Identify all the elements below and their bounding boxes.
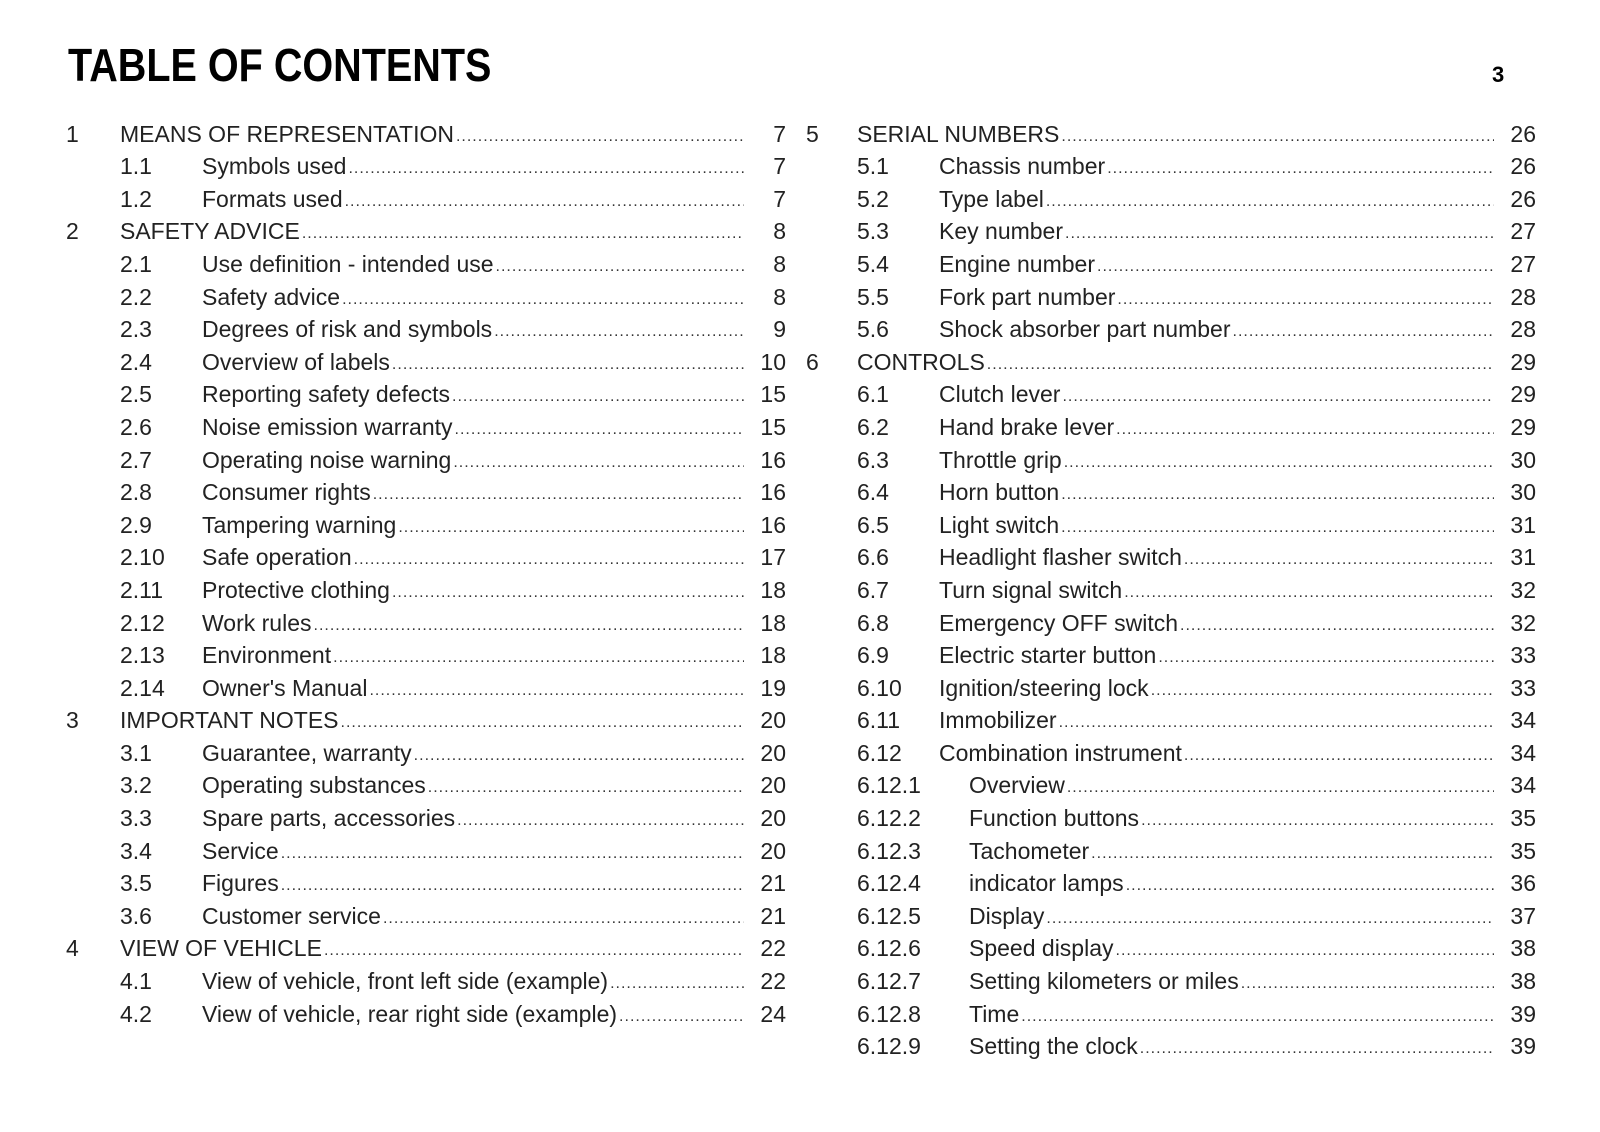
toc-entry-number: 6.7 [857, 576, 889, 603]
toc-entry-number: 2.13 [120, 642, 165, 669]
toc-entry-number: 4.2 [120, 1000, 152, 1027]
toc-entry[interactable] [66, 541, 786, 574]
toc-entry-page: 19 [760, 674, 786, 701]
toc-entry[interactable] [806, 932, 1536, 965]
toc-dot-leader [1065, 221, 1494, 247]
toc-entry[interactable] [66, 704, 786, 737]
toc-entry-page: 28 [1510, 283, 1536, 310]
toc-entry-number: 3.3 [120, 805, 152, 832]
toc-entry-title: View of vehicle, front left side (example) [202, 968, 609, 995]
toc-entry-title: indicator lamps [969, 870, 1124, 897]
toc-dot-leader [414, 743, 744, 769]
toc-dot-leader [1061, 482, 1494, 508]
toc-entry-title: Display [969, 902, 1045, 929]
toc-dot-leader [373, 482, 744, 508]
toc-entry[interactable] [66, 182, 786, 215]
toc-entry-title: Noise emission warranty [202, 413, 453, 440]
toc-entry-title: Formats used [202, 185, 343, 212]
toc-entry[interactable] [806, 997, 1536, 1030]
toc-entry-title: Spare parts, accessories [202, 805, 456, 832]
toc-entry-page: 20 [760, 707, 786, 734]
toc-entry-title: Service [202, 837, 279, 864]
toc-entry-title: View of vehicle, rear right side (example) [202, 1000, 618, 1027]
toc-entry-number: 3.4 [120, 837, 152, 864]
toc-dot-leader [1021, 1004, 1494, 1030]
toc-entry-title: Emergency OFF switch [939, 609, 1178, 636]
toc-entry[interactable] [66, 997, 786, 1030]
toc-entry-title: Symbols used [202, 153, 347, 180]
toc-entry-page: 8 [773, 250, 786, 277]
toc-entry[interactable] [66, 476, 786, 509]
toc-entry-number: 6.12.4 [857, 870, 921, 897]
toc-entry[interactable] [806, 313, 1536, 346]
toc-entry-number: 2.7 [120, 446, 152, 473]
toc-entry-number: 5 [806, 120, 819, 147]
toc-entry-page: 30 [1510, 446, 1536, 473]
toc-dot-leader [455, 417, 744, 443]
toc-entry[interactable] [806, 443, 1536, 476]
toc-entry-number: 6.12.5 [857, 902, 921, 929]
toc-entry-number: 1.1 [120, 153, 152, 180]
toc-entry-page: 16 [760, 511, 786, 538]
toc-entry-page: 16 [760, 446, 786, 473]
toc-entry[interactable] [806, 704, 1536, 737]
toc-entry-page: 20 [760, 739, 786, 766]
toc-entry[interactable] [806, 899, 1536, 932]
toc-entry-page: 29 [1510, 413, 1536, 440]
toc-entry-page: 34 [1510, 739, 1536, 766]
toc-entry[interactable] [806, 247, 1536, 280]
toc-entry-title: Safety advice [202, 283, 341, 310]
toc-entry-number: 6.4 [857, 479, 889, 506]
toc-entry-title: CONTROLS [857, 348, 985, 375]
toc-entry-title: Chassis number [939, 153, 1106, 180]
toc-entry-title: Figures [202, 870, 279, 897]
toc-entry-title: Engine number [939, 250, 1095, 277]
toc-entry[interactable] [66, 801, 786, 834]
toc-entry-number: 3 [66, 707, 79, 734]
toc-dot-leader [333, 645, 744, 671]
toc-entry-number: 6.8 [857, 609, 889, 636]
toc-entry[interactable] [66, 736, 786, 769]
toc-dot-leader [494, 319, 744, 345]
toc-entry[interactable] [66, 606, 786, 639]
toc-entry-title: Combination instrument [939, 739, 1182, 766]
toc-entry-title: Degrees of risk and symbols [202, 316, 493, 343]
toc-entry-title: Time [969, 1000, 1020, 1027]
toc-entry[interactable] [806, 508, 1536, 541]
toc-entry[interactable] [66, 899, 786, 932]
toc-entry-number: 6.1 [857, 381, 889, 408]
toc-entry[interactable] [66, 410, 786, 443]
toc-entry-number: 2.8 [120, 479, 152, 506]
toc-dot-leader [1126, 873, 1494, 899]
toc-entry-page: 26 [1510, 120, 1536, 147]
toc-entry-number: 5.6 [857, 316, 889, 343]
toc-entry-title: Operating noise warning [202, 446, 452, 473]
toc-entry[interactable] [806, 867, 1536, 900]
toc-dot-leader [1158, 645, 1494, 671]
toc-entry-number: 6.12.8 [857, 1000, 921, 1027]
toc-entry-page: 27 [1510, 218, 1536, 245]
toc-dot-leader [1233, 319, 1495, 345]
toc-dot-leader [1141, 808, 1494, 834]
toc-entry-title: Horn button [939, 479, 1060, 506]
toc-entry[interactable] [806, 182, 1536, 215]
toc-entry-title: Reporting safety defects [202, 381, 451, 408]
toc-dot-leader [1140, 1036, 1494, 1062]
toc-dot-leader [1116, 938, 1495, 964]
toc-entry-title: Shock absorber part number [939, 316, 1231, 343]
toc-entry-number: 3.1 [120, 739, 152, 766]
toc-entry-number: 6.12.9 [857, 1033, 921, 1060]
toc-entry-title: Type label [939, 185, 1044, 212]
toc-entry-number: 5.2 [857, 185, 889, 212]
toc-dot-leader [314, 613, 745, 639]
toc-entry[interactable] [66, 215, 786, 248]
toc-entry[interactable] [806, 150, 1536, 183]
toc-entry-number: 2.10 [120, 544, 165, 571]
toc-entry-page: 26 [1510, 185, 1536, 212]
toc-dot-leader [1107, 156, 1494, 182]
toc-entry-title: Setting the clock [969, 1033, 1138, 1060]
toc-entry-page: 22 [760, 968, 786, 995]
toc-entry[interactable] [806, 671, 1536, 704]
toc-dot-leader [345, 189, 744, 215]
toc-entry-page: 18 [760, 609, 786, 636]
toc-entry-title: Immobilizer [939, 707, 1057, 734]
toc-dot-leader [398, 515, 744, 541]
toc-entry[interactable] [806, 378, 1536, 411]
toc-entry[interactable] [806, 541, 1536, 574]
toc-dot-leader [302, 221, 744, 247]
toc-entry-page: 37 [1510, 902, 1536, 929]
toc-entry-page: 9 [773, 316, 786, 343]
toc-entry-page: 31 [1510, 511, 1536, 538]
toc-dot-leader [1061, 515, 1494, 541]
toc-entry-page: 39 [1510, 1000, 1536, 1027]
toc-entry-title: Light switch [939, 511, 1060, 538]
toc-entry-number: 5.4 [857, 250, 889, 277]
toc-entry[interactable] [806, 834, 1536, 867]
toc-entry[interactable] [66, 964, 786, 997]
toc-entry-title: Fork part number [939, 283, 1116, 310]
toc-entry-title: Key number [939, 218, 1064, 245]
toc-entry-title: Tachometer [969, 837, 1090, 864]
toc-entry-title: Setting kilometers or miles [969, 968, 1239, 995]
toc-entry-page: 36 [1510, 870, 1536, 897]
toc-entry-title: Work rules [202, 609, 312, 636]
toc-entry-number: 6.12.6 [857, 935, 921, 962]
toc-dot-leader [348, 156, 744, 182]
toc-entry-title: IMPORTANT NOTES [120, 707, 339, 734]
toc-dot-leader [1117, 287, 1494, 313]
toc-entry-number: 2.9 [120, 511, 152, 538]
toc-dot-leader [987, 352, 1494, 378]
toc-dot-leader [1091, 841, 1494, 867]
toc-entry-page: 22 [760, 935, 786, 962]
toc-entry-page: 16 [760, 479, 786, 506]
toc-entry-number: 2.1 [120, 250, 152, 277]
toc-entry-number: 6.12.2 [857, 805, 921, 832]
toc-dot-leader [1097, 254, 1494, 280]
toc-dot-leader [1180, 613, 1494, 639]
toc-left-column [66, 117, 786, 1030]
toc-entry-title: Owner's Manual [202, 674, 368, 701]
toc-entry[interactable] [806, 280, 1536, 313]
toc-dot-leader [452, 384, 744, 410]
toc-entry-title: Turn signal switch [939, 576, 1123, 603]
toc-entry-page: 7 [773, 120, 786, 147]
toc-entry-title: Overview of labels [202, 348, 390, 375]
toc-entry-title: MEANS OF REPRESENTATION [120, 120, 454, 147]
toc-entry-page: 38 [1510, 968, 1536, 995]
toc-entry-number: 6.11 [857, 707, 901, 734]
toc-entry-page: 33 [1510, 674, 1536, 701]
toc-entry-title: Consumer rights [202, 479, 371, 506]
toc-entry-number: 6.12 [857, 739, 902, 766]
toc-entry-number: 2.4 [120, 348, 152, 375]
toc-entry-page: 20 [760, 805, 786, 832]
toc-entry-title: Headlight flasher switch [939, 544, 1182, 571]
toc-entry-page: 24 [760, 1000, 786, 1027]
toc-entry[interactable] [66, 508, 786, 541]
toc-dot-leader [1241, 971, 1494, 997]
toc-dot-leader [1061, 124, 1494, 150]
toc-entry-page: 18 [760, 576, 786, 603]
toc-entry[interactable] [806, 769, 1536, 802]
toc-entry-title: Protective clothing [202, 576, 390, 603]
toc-entry-number: 2.2 [120, 283, 152, 310]
toc-entry-number: 6.6 [857, 544, 889, 571]
toc-entry-title: Use definition - intended use [202, 250, 494, 277]
toc-dot-leader [453, 450, 744, 476]
toc-entry-page: 35 [1510, 837, 1536, 864]
toc-dot-leader [1151, 678, 1494, 704]
toc-entry-title: SERIAL NUMBERS [857, 120, 1060, 147]
toc-entry-title: VIEW OF VEHICLE [120, 935, 322, 962]
toc-entry[interactable] [806, 736, 1536, 769]
toc-entry-title: Speed display [969, 935, 1114, 962]
toc-entry-title: SAFETY ADVICE [120, 218, 300, 245]
toc-entry-page: 20 [760, 837, 786, 864]
toc-entry-number: 2.6 [120, 413, 152, 440]
toc-entry-title: Clutch lever [939, 381, 1061, 408]
toc-entry-title: Ignition/steering lock [939, 674, 1149, 701]
toc-dot-leader [281, 873, 744, 899]
toc-entry[interactable] [66, 932, 786, 965]
toc-entry[interactable] [806, 573, 1536, 606]
toc-entry[interactable] [66, 671, 786, 704]
toc-entry-number: 6.12.7 [857, 968, 921, 995]
toc-entry[interactable] [806, 117, 1536, 150]
toc-entry-title: Electric starter button [939, 642, 1157, 669]
toc-entry-page: 35 [1510, 805, 1536, 832]
toc-entry[interactable] [806, 964, 1536, 997]
toc-entry-title: Function buttons [969, 805, 1140, 832]
toc-entry-page: 34 [1510, 772, 1536, 799]
toc-entry-page: 8 [773, 283, 786, 310]
toc-dot-leader [457, 808, 744, 834]
toc-entry-number: 2.3 [120, 316, 152, 343]
toc-entry-number: 6.2 [857, 413, 889, 440]
toc-entry[interactable] [66, 834, 786, 867]
toc-entry-page: 18 [760, 642, 786, 669]
toc-dot-leader [1067, 775, 1494, 801]
toc-dot-leader [1064, 450, 1494, 476]
toc-dot-leader [1062, 384, 1494, 410]
toc-entry-number: 2.11 [120, 576, 164, 603]
toc-dot-leader [281, 841, 744, 867]
toc-entry-number: 4.1 [120, 968, 152, 995]
toc-entry-page: 30 [1510, 479, 1536, 506]
toc-entry-page: 32 [1510, 576, 1536, 603]
toc-entry-number: 5.3 [857, 218, 889, 245]
toc-entry-page: 39 [1510, 1033, 1536, 1060]
toc-entry-number: 2.5 [120, 381, 152, 408]
toc-entry[interactable] [66, 443, 786, 476]
toc-entry-page: 38 [1510, 935, 1536, 962]
toc-dot-leader [428, 775, 744, 801]
toc-entry-number: 1 [66, 120, 79, 147]
toc-entry-number: 6.5 [857, 511, 889, 538]
toc-entry[interactable] [66, 639, 786, 672]
toc-dot-leader [324, 938, 744, 964]
toc-entry-page: 15 [760, 413, 786, 440]
toc-entry[interactable] [66, 769, 786, 802]
toc-entry-page: 21 [760, 870, 786, 897]
toc-entry-title: Environment [202, 642, 332, 669]
toc-dot-leader [354, 547, 744, 573]
toc-entry-title: Customer service [202, 902, 381, 929]
toc-entry-page: 27 [1510, 250, 1536, 277]
toc-entry[interactable] [66, 280, 786, 313]
toc-entry-page: 33 [1510, 642, 1536, 669]
toc-entry[interactable] [66, 313, 786, 346]
toc-entry-number: 5.5 [857, 283, 889, 310]
toc-entry-title: Hand brake lever [939, 413, 1115, 440]
toc-entry-title: Guarantee, warranty [202, 739, 412, 766]
toc-entry-number: 6.12.3 [857, 837, 921, 864]
toc-entry[interactable] [806, 215, 1536, 248]
toc-dot-leader [619, 1004, 744, 1030]
toc-dot-leader [341, 710, 744, 736]
toc-dot-leader [1184, 743, 1494, 769]
toc-entry[interactable] [806, 606, 1536, 639]
toc-dot-leader [1059, 710, 1494, 736]
toc-entry-number: 2 [66, 218, 79, 245]
toc-dot-leader [1046, 189, 1494, 215]
toc-entry[interactable] [806, 801, 1536, 834]
toc-entry-page: 10 [760, 348, 786, 375]
toc-entry-number: 6.9 [857, 642, 889, 669]
toc-entry-page: 26 [1510, 153, 1536, 180]
toc-entry-number: 3.5 [120, 870, 152, 897]
toc-entry-title: Throttle grip [939, 446, 1062, 473]
toc-entry-number: 2.12 [120, 609, 165, 636]
toc-dot-leader [496, 254, 744, 280]
toc-entry-number: 6.10 [857, 674, 902, 701]
toc-entry[interactable] [806, 410, 1536, 443]
page-title: TABLE OF CONTENTS [68, 39, 492, 91]
toc-entry-page: 31 [1510, 544, 1536, 571]
toc-dot-leader [369, 678, 744, 704]
toc-entry-number: 3.6 [120, 902, 152, 929]
toc-entry-page: 7 [773, 153, 786, 180]
toc-dot-leader [1116, 417, 1494, 443]
toc-entry-page: 17 [760, 544, 786, 571]
toc-entry[interactable] [806, 1030, 1536, 1063]
toc-dot-leader [456, 124, 744, 150]
toc-entry-page: 28 [1510, 316, 1536, 343]
toc-entry-page: 32 [1510, 609, 1536, 636]
toc-dot-leader [1046, 906, 1494, 932]
toc-entry[interactable] [806, 345, 1536, 378]
toc-entry-page: 29 [1510, 348, 1536, 375]
toc-entry-number: 6.12.1 [857, 772, 921, 799]
toc-dot-leader [392, 352, 744, 378]
toc-entry-title: Tampering warning [202, 511, 397, 538]
toc-entry-page: 15 [760, 381, 786, 408]
toc-entry-page: 34 [1510, 707, 1536, 734]
toc-entry-number: 4 [66, 935, 79, 962]
toc-dot-leader [610, 971, 744, 997]
toc-entry[interactable] [66, 573, 786, 606]
page-number: 3 [1492, 62, 1505, 87]
toc-entry-title: Overview [969, 772, 1065, 799]
toc-entry-page: 8 [773, 218, 786, 245]
toc-entry-number: 2.14 [120, 674, 165, 701]
toc-dot-leader [342, 287, 744, 313]
toc-entry-number: 6.3 [857, 446, 889, 473]
toc-entry[interactable] [66, 150, 786, 183]
toc-dot-leader [1124, 580, 1494, 606]
toc-entry-number: 3.2 [120, 772, 152, 799]
toc-entry[interactable] [806, 639, 1536, 672]
toc-entry-page: 29 [1510, 381, 1536, 408]
toc-entry[interactable] [66, 378, 786, 411]
toc-entry-page: 7 [773, 185, 786, 212]
toc-entry-page: 21 [760, 902, 786, 929]
toc-right-column [806, 117, 1536, 1062]
toc-entry-page: 20 [760, 772, 786, 799]
toc-entry[interactable] [66, 247, 786, 280]
toc-dot-leader [383, 906, 744, 932]
toc-entry[interactable] [806, 476, 1536, 509]
toc-entry-number: 1.2 [120, 185, 152, 212]
toc-entry[interactable] [66, 867, 786, 900]
toc-entry-title: Operating substances [202, 772, 426, 799]
toc-dot-leader [1184, 547, 1494, 573]
toc-dot-leader [392, 580, 744, 606]
toc-entry-number: 6 [806, 348, 819, 375]
toc-entry[interactable] [66, 345, 786, 378]
toc-entry[interactable] [66, 117, 786, 150]
toc-entry-number: 5.1 [857, 153, 889, 180]
toc-entry-title: Safe operation [202, 544, 352, 571]
